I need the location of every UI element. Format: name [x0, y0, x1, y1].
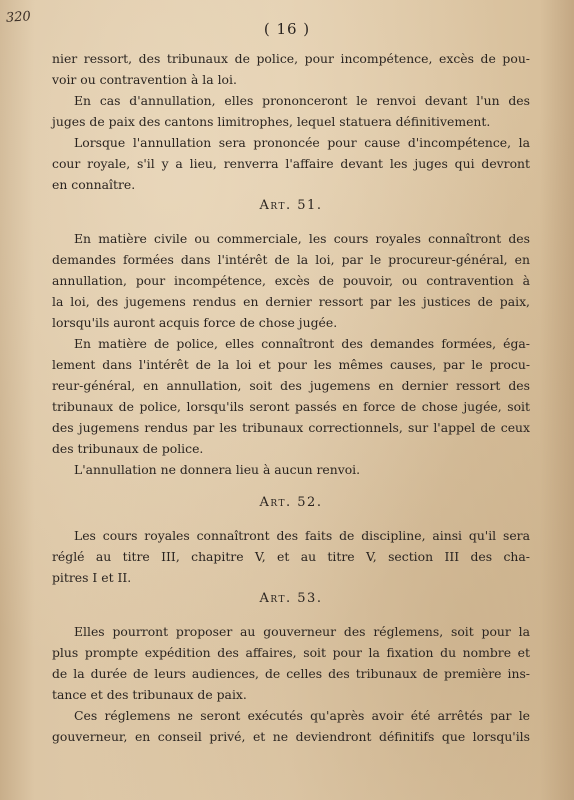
paragraph: [52, 333, 530, 459]
paragraph: [52, 90, 530, 132]
text-line: des tribunaux de police.: [52, 441, 204, 456]
paragraph: [52, 459, 530, 480]
text-line: de la durée de leurs audiences, de celles des tribunaux de première ins-: [52, 666, 530, 681]
paragraph: [52, 705, 530, 747]
text-line: pitres I et II.: [52, 570, 132, 585]
text-line: En matière civile ou commerciale, les cours royales connaîtront des: [74, 231, 530, 246]
text-line: Les cours royales connaîtront des faits de discipline, ainsi qu'il sera: [74, 528, 530, 543]
article-53-heading: Art. 53.: [259, 591, 323, 606]
text-line: En matière de police, elles connaîtront des demandes formées, éga-: [74, 336, 530, 351]
text-line: gouverneur, en conseil privé, et ne deviendront définitifs que lorsqu'ils: [52, 729, 530, 744]
text-line: lorsqu'ils auront acquis force de chose jugée.: [52, 315, 338, 330]
text-line: voir ou contravention à la loi.: [52, 72, 237, 87]
paragraph: [52, 132, 530, 195]
paragraph: [52, 621, 530, 705]
text-line: Elles pourront proposer au gouverneur des réglemens, soit pour la: [74, 624, 530, 639]
article-51-heading: Art. 51.: [259, 198, 323, 213]
text-line: lement dans l'intérêt de la loi et pour les mêmes causes, par le procu-: [52, 357, 530, 372]
text-line: réglé au titre III, chapitre V, et au titre V, section III des cha-: [52, 549, 530, 564]
text-line: tribunaux de police, lorsqu'ils seront passés en force de chose jugée, soit: [52, 399, 530, 414]
body-text: [52, 48, 530, 747]
text-line: L'annullation ne donnera lieu à aucun renvoi.: [74, 462, 361, 477]
manuscript-page-mark: 320: [5, 9, 32, 26]
text-line: plus prompte expédition des affaires, soit pour la fixation du nombre et: [52, 645, 530, 660]
paragraph: [52, 48, 530, 90]
page-number: ( 16 ): [263, 20, 311, 38]
text-line: demandes formées dans l'intérêt de la loi, par le procureur-général, en: [52, 252, 530, 267]
text-line: la loi, des jugemens rendus en dernier ressort par les justices de paix,: [52, 294, 530, 309]
text-line: Lorsque l'annullation sera prononcée pour cause d'incompétence, la: [74, 135, 530, 150]
text-line: des jugemens rendus par les tribunaux correctionnels, sur l'appel de ceux: [52, 420, 530, 435]
paragraph: [52, 525, 530, 588]
text-line: En cas d'annullation, elles prononceront le renvoi devant l'un des: [74, 93, 530, 108]
text-line: Ces réglemens ne seront exécutés qu'après avoir été arrêtés par le: [74, 708, 530, 723]
text-line: annullation, pour incompétence, excès de pouvoir, ou contravention à: [52, 273, 530, 288]
paragraph: [52, 228, 530, 333]
text-line: juges de paix des cantons limitrophes, lequel statuera définitivement.: [52, 114, 491, 129]
text-line: en connaître.: [52, 177, 136, 192]
text-line: cour royale, s'il y a lieu, renverra l'affaire devant les juges qui devront: [52, 156, 530, 171]
text-line: reur-général, en annullation, soit des jugemens en dernier ressort des: [52, 378, 530, 393]
text-line: tance et des tribunaux de paix.: [52, 687, 247, 702]
text-line: nier ressort, des tribunaux de police, pour incompétence, excès de pou-: [52, 51, 530, 66]
article-52-heading: Art. 52.: [259, 495, 323, 510]
